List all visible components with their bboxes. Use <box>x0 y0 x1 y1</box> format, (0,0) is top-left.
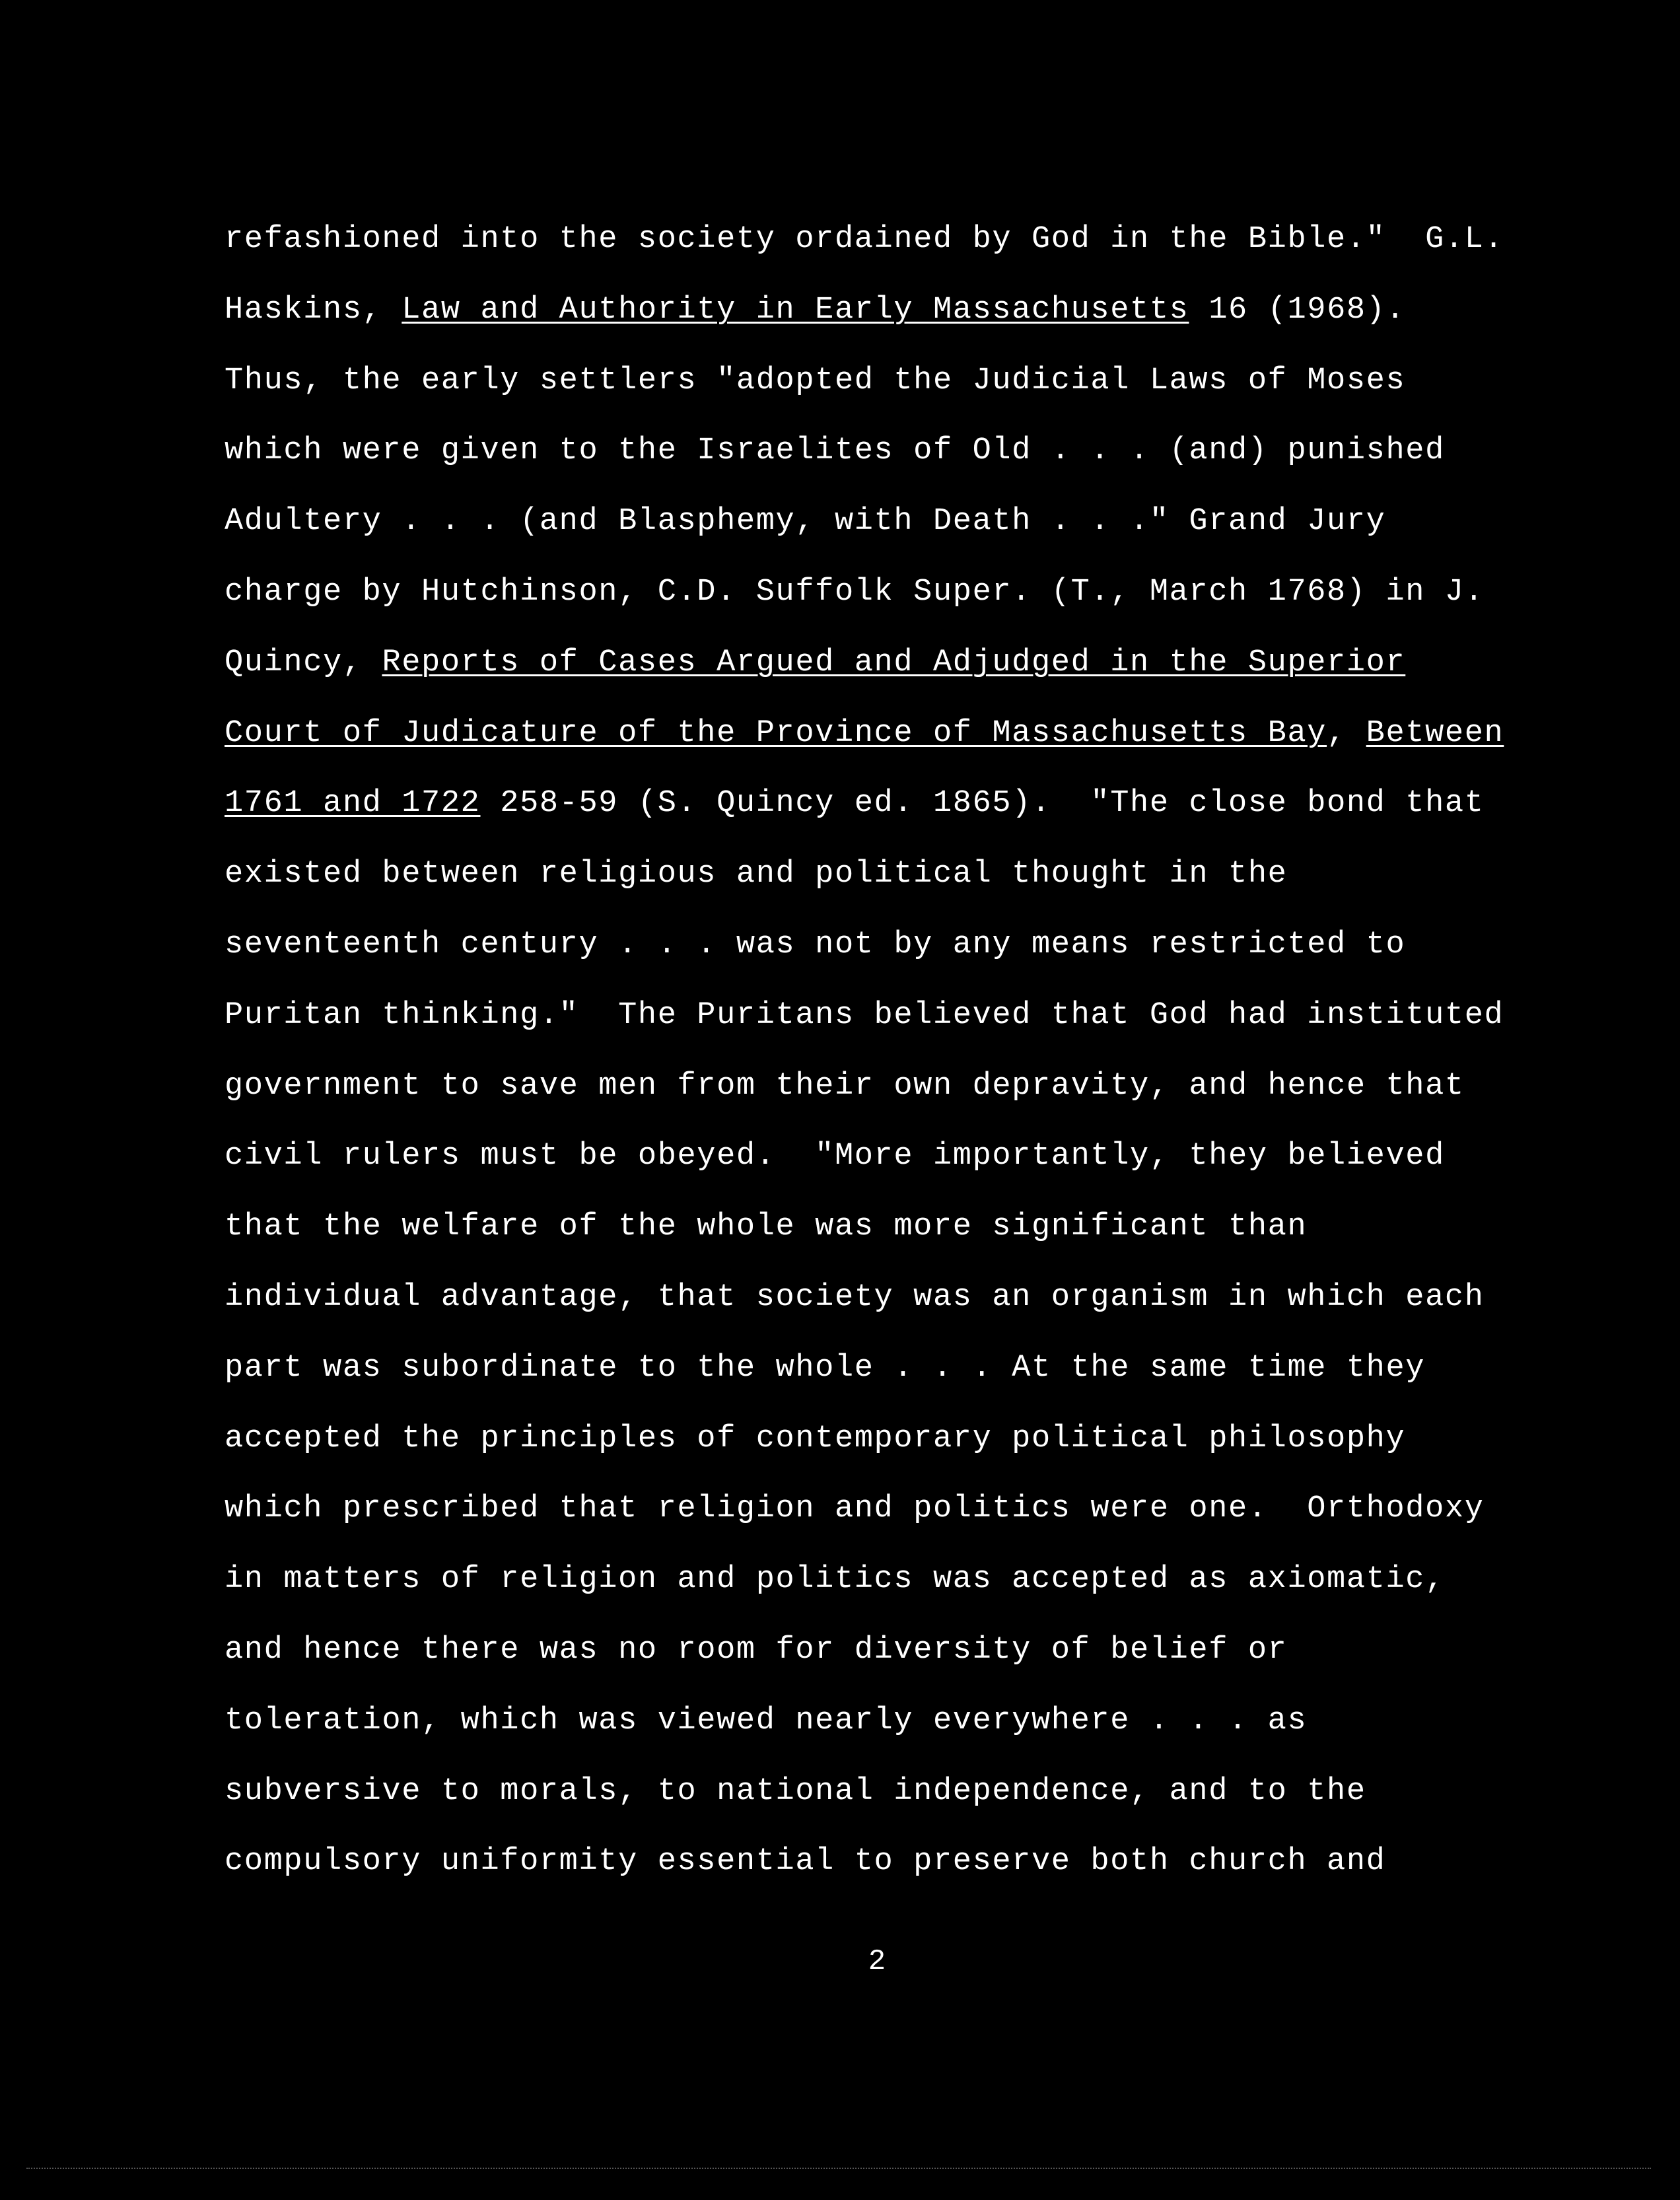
text-segment: , <box>1327 715 1366 751</box>
text-line <box>225 1404 1545 1475</box>
text-segment: 16 (1968). <box>1189 292 1406 328</box>
text-line <box>225 275 1545 346</box>
text-line <box>225 1474 1545 1545</box>
text-segment: Adultery . . . (and Blasphemy, with Death . . ." Grand Jury <box>225 504 1386 540</box>
text-segment: which were given to the Israelites of Old . . . (and) punished <box>225 433 1445 469</box>
underlined-citation-title: Law and Authority in Early Massachusetts <box>402 292 1189 328</box>
text-line <box>225 1051 1545 1122</box>
text-segment: which prescribed that religion and politics were one. Orthodoxy <box>225 1491 1485 1527</box>
text-line <box>225 910 1545 981</box>
underlined-citation-title: 1761 and 1722 <box>225 786 481 822</box>
text-segment: government to save men from their own depravity, and hence that <box>225 1068 1465 1104</box>
text-line <box>225 205 1545 275</box>
text-segment: charge by Hutchinson, C.D. Suffolk Super. (T., March 1768) in J. <box>225 574 1485 610</box>
text-line <box>225 1192 1545 1263</box>
underlined-citation-title: Between <box>1366 715 1504 751</box>
text-segment: Puritan thinking." The Puritans believed that God had instituted <box>225 997 1504 1033</box>
text-line <box>225 628 1545 699</box>
text-line <box>225 416 1545 487</box>
text-line <box>225 981 1545 1051</box>
text-line <box>225 1263 1545 1333</box>
text-line <box>225 1545 1545 1615</box>
text-segment: Haskins, <box>225 292 402 328</box>
text-line <box>225 839 1545 910</box>
text-line <box>225 1333 1545 1404</box>
text-line <box>225 1615 1545 1686</box>
underlined-citation-title: Court of Judicature of the Province of Massachusetts Bay <box>225 715 1327 751</box>
text-line <box>225 557 1545 628</box>
text-line <box>225 769 1545 839</box>
text-segment: subversive to morals, to national independence, and to the <box>225 1773 1366 1809</box>
text-line <box>225 1686 1545 1757</box>
text-segment: existed between religious and political thought in the <box>225 857 1288 892</box>
text-line <box>225 346 1545 417</box>
underlined-citation-title: Reports of Cases Argued and Adjudged in the Superior <box>382 645 1406 680</box>
text-segment: that the welfare of the whole was more significant than <box>225 1209 1308 1245</box>
text-segment: in matters of religion and politics was accepted as axiomatic, <box>225 1562 1445 1598</box>
text-line <box>225 699 1545 769</box>
text-segment: civil rulers must be obeyed. "More importantly, they believed <box>225 1139 1445 1174</box>
text-line <box>225 1827 1545 1898</box>
text-line <box>225 487 1545 557</box>
page-number: 2 <box>868 1945 886 1978</box>
text-segment: accepted the principles of contemporary political philosophy <box>225 1421 1406 1456</box>
scan-edge-divider <box>26 2168 1651 2169</box>
text-segment: refashioned into the society ordained by God in the Bible." G.L. <box>225 222 1504 257</box>
text-segment: part was subordinate to the whole . . . At the same time they <box>225 1350 1426 1386</box>
text-segment: toleration, which was viewed nearly everywhere . . . as <box>225 1703 1308 1738</box>
body-text <box>225 205 1545 1898</box>
text-segment: Thus, the early settlers "adopted the Judicial Laws of Moses <box>225 363 1406 398</box>
text-segment: compulsory uniformity essential to preserve both church and <box>225 1844 1386 1880</box>
text-segment: Quincy, <box>225 645 382 680</box>
text-line <box>225 1121 1545 1192</box>
text-segment: individual advantage, that society was an organism in which each <box>225 1279 1485 1315</box>
text-segment: 258-59 (S. Quincy ed. 1865). "The close bond that <box>480 786 1485 822</box>
text-segment: seventeenth century . . . was not by any means restricted to <box>225 927 1406 962</box>
text-line <box>225 1757 1545 1827</box>
text-segment: and hence there was no room for diversity of belief or <box>225 1632 1288 1668</box>
